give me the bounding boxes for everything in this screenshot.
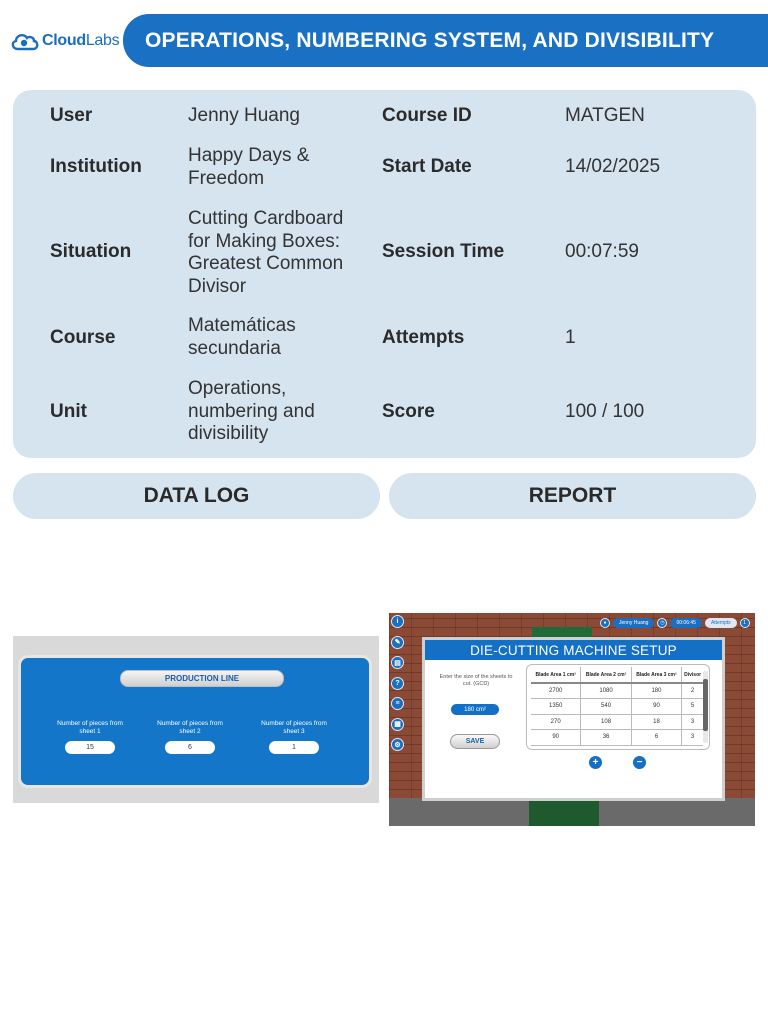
user-value: Jenny Huang: [188, 105, 300, 126]
topbar-time: 00:06:45: [670, 618, 701, 628]
start-date-label: Start Date: [382, 156, 472, 177]
course-id-label: Course ID: [382, 105, 472, 126]
table-cell: 108: [581, 714, 631, 730]
header-blade-1: Blade Area 1 cm²: [531, 667, 581, 683]
tab-report[interactable]: REPORT: [389, 473, 756, 519]
sheet-2-label: Number of pieces from sheet 2: [157, 720, 223, 735]
start-date-value: 14/02/2025: [565, 156, 661, 177]
gcd-input[interactable]: 180 cm²: [451, 704, 499, 715]
unit-label: Unit: [50, 401, 87, 422]
course-label: Course: [50, 327, 116, 348]
attempts-label: Attempts: [382, 327, 465, 348]
die-cutting-panel: [422, 637, 725, 801]
pencil-icon: ✎: [391, 636, 404, 649]
sheet-3-label: Number of pieces from sheet 3: [261, 720, 327, 735]
table-cell: 1080: [581, 683, 631, 699]
production-line-screenshot: [13, 636, 379, 803]
table-header-row: [531, 667, 703, 683]
cloudlabs-logo: [10, 28, 119, 54]
table-scrollbar[interactable]: [703, 671, 708, 743]
situation-label: Situation: [50, 241, 132, 262]
institution-label: Institution: [50, 156, 142, 177]
sim-topbar: [597, 617, 750, 628]
cloud-icon: [10, 30, 40, 52]
sheet-1-label: Number of pieces from sheet 1: [57, 720, 123, 735]
table-cell: 3: [682, 714, 703, 730]
header-divisor: Divisor: [682, 667, 703, 683]
topbar-attempts-label: Attempts: [705, 618, 737, 628]
user-icon: ●: [600, 618, 610, 628]
table-cell: 5: [682, 699, 703, 715]
settings-icon: ⚙: [391, 738, 404, 751]
table-cell: 270: [531, 714, 581, 730]
sheet-3-value: 1: [269, 741, 319, 754]
header-blade-2: Blade Area 2 cm²: [581, 667, 631, 683]
session-time-value: 00:07:59: [565, 241, 639, 262]
course-value: Matemáticas secundaria: [188, 315, 296, 359]
table-row: [531, 714, 703, 730]
header-bar: [123, 14, 768, 67]
topbar-attempts-value: 1: [740, 618, 750, 628]
production-line-title: PRODUCTION LINE: [120, 670, 284, 687]
topbar-user: Jenny Huang: [613, 618, 654, 628]
course-id-value: MATGEN: [565, 105, 645, 126]
table-cell: 90: [531, 730, 581, 746]
situation-value: Cutting Cardboard for Making Boxes: Greatest Common Divisor: [188, 208, 344, 297]
table-cell: 180: [631, 683, 681, 699]
die-cutting-title: DIE-CUTTING MACHINE SETUP: [425, 640, 722, 660]
page-title: OPERATIONS, NUMBERING SYSTEM, AND DIVISIBILITY: [145, 28, 715, 52]
clipboard-icon: ▤: [391, 656, 404, 669]
blade-table-container: [526, 664, 710, 750]
help-icon: ?: [391, 677, 404, 690]
institution-value: Happy Days & Freedom: [188, 145, 310, 189]
sim-sidebar: [391, 615, 405, 759]
session-info-card: [13, 90, 756, 458]
table-row: [531, 730, 703, 746]
logo-text: CloudLabs: [42, 32, 120, 49]
tab-data-log[interactable]: DATA LOG: [13, 473, 380, 519]
add-row-button[interactable]: +: [589, 756, 602, 769]
table-cell: 18: [631, 714, 681, 730]
session-time-label: Session Time: [382, 241, 505, 262]
sheet-1-column: [50, 720, 130, 754]
attempts-value: 1: [565, 327, 576, 348]
info-icon: i: [391, 615, 404, 628]
sheet-1-value: 15: [65, 741, 115, 754]
sheet-2-value: 6: [165, 741, 215, 754]
gcd-prompt: Enter the size of the sheets to cut. (GCD): [439, 674, 513, 687]
user-label: User: [50, 105, 93, 126]
table-cell: 3: [682, 730, 703, 746]
scrollbar-thumb[interactable]: [703, 679, 708, 731]
table-cell: 2: [682, 683, 703, 699]
table-cell: 90: [631, 699, 681, 715]
table-cell: 1350: [531, 699, 581, 715]
table-row: [531, 683, 703, 699]
sheet-2-column: [150, 720, 230, 754]
remove-row-button[interactable]: −: [633, 756, 646, 769]
table-cell: 6: [631, 730, 681, 746]
score-value: 100 / 100: [565, 401, 645, 422]
blade-table: [531, 667, 703, 746]
header-blade-3: Blade Area 3 cm²: [631, 667, 681, 683]
table-row: [531, 699, 703, 715]
score-label: Score: [382, 401, 435, 422]
table-cell: 36: [581, 730, 631, 746]
table-cell: 2700: [531, 683, 581, 699]
die-cutting-screenshot: [389, 613, 755, 826]
production-line-panel: [18, 655, 372, 788]
unit-value: Operations, numbering and divisibility: [188, 378, 315, 444]
save-button[interactable]: SAVE: [450, 734, 500, 749]
calculator-icon: ▦: [391, 718, 404, 731]
table-cell: 540: [581, 699, 631, 715]
clock-icon: ◷: [657, 618, 667, 628]
notes-icon: ≡: [391, 697, 404, 710]
sheet-3-column: [254, 720, 334, 754]
